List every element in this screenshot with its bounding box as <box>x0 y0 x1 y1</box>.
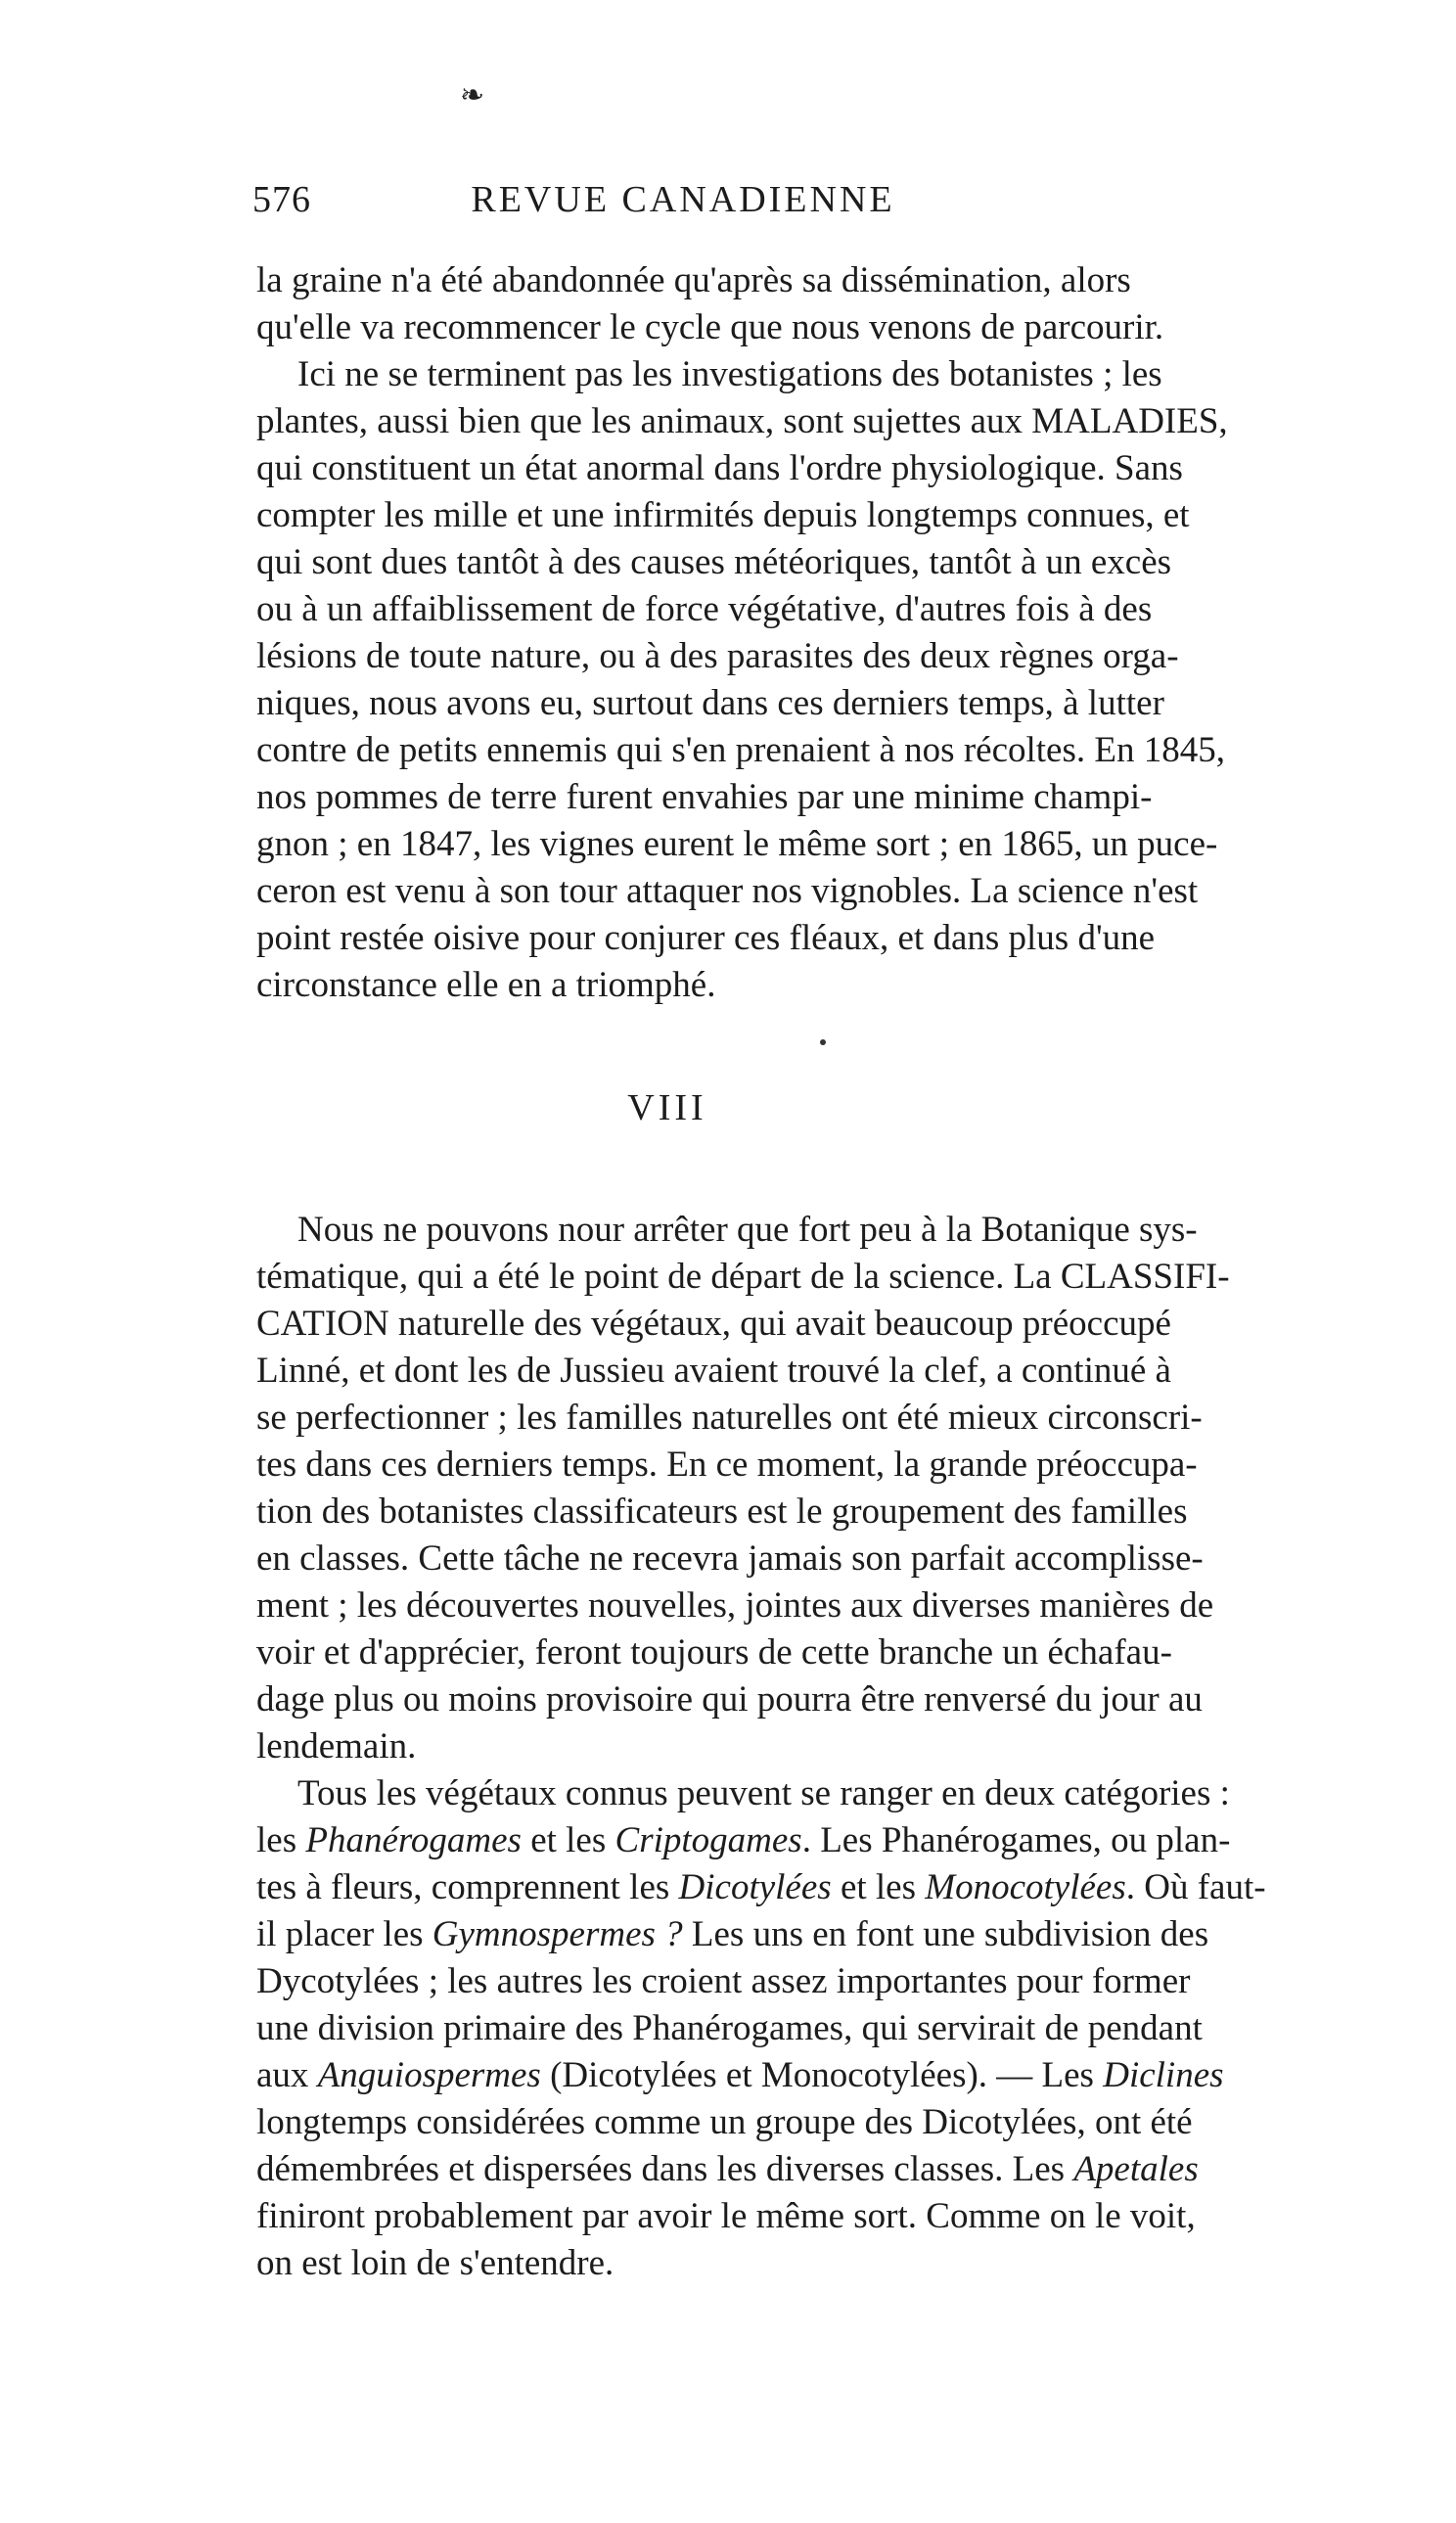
text-line: Linné, et dont les de Jussieu avaient trouvé la clef, a continué à <box>256 1351 1171 1391</box>
text-line <box>256 2145 1199 2194</box>
text-line <box>256 1863 1266 1912</box>
text-line <box>256 1910 1209 1959</box>
text-line: la graine n'a été abandonnée qu'après sa dissémination, alors <box>256 260 1131 300</box>
text-line: finiront probablement par avoir le même sort. Comme on le voit, <box>256 2196 1196 2236</box>
text-line: Nous ne pouvons nour arrêter que fort peu à la Botanique sys- <box>297 1210 1198 1250</box>
text-line: tion des botanistes classificateurs est le groupement des familles <box>256 1491 1188 1532</box>
taxon-name: Gymnospermes ? <box>432 1914 683 1954</box>
decorative-dot <box>820 1039 826 1045</box>
text-line: contre de petits ennemis qui s'en prenaient à nos récoltes. En 1845, <box>256 730 1225 770</box>
taxon-name: Monocotylées <box>925 1867 1126 1907</box>
section-heading: VIII <box>627 1087 707 1128</box>
text-line: ment ; les découvertes nouvelles, jointes aux diverses manières de <box>256 1585 1214 1626</box>
taxon-name: Apetales <box>1073 2149 1199 2189</box>
text-line: Dycotylées ; les autres les croient assez importantes pour former <box>256 1961 1191 2001</box>
text-line: compter les mille et une infirmités depuis longtemps connues, et <box>256 495 1190 535</box>
text-line: qu'elle va recommencer le cycle que nous venons de parcourir. <box>256 307 1164 347</box>
text-span: . Les Phanérogames, ou plan- <box>801 1820 1231 1860</box>
taxon-name: Diclines <box>1103 2055 1224 2095</box>
text-span: Les uns en font une subdivision des <box>682 1914 1209 1954</box>
text-line: lésions de toute nature, ou à des parasites des deux règnes orga- <box>256 636 1179 676</box>
text-line <box>256 1816 1231 1865</box>
text-line: CATION naturelle des végétaux, qui avait beaucoup préoccupé <box>256 1304 1171 1344</box>
text-line <box>256 2051 1224 2100</box>
text-span: tes à fleurs, comprennent les <box>256 1867 679 1907</box>
text-line: Tous les végétaux connus peuvent se ranger en deux catégories : <box>297 1773 1230 1813</box>
text-line: niques, nous avons eu, surtout dans ces derniers temps, à lutter <box>256 683 1164 723</box>
text-line: une division primaire des Phanérogames, qui servirait de pendant <box>256 2008 1203 2048</box>
text-line: point restée oisive pour conjurer ces fléaux, et dans plus d'une <box>256 918 1156 958</box>
taxon-name: Phanérogames <box>305 1820 522 1860</box>
text-span: et les <box>521 1820 615 1860</box>
text-span: démembrées et dispersées dans les diverses classes. Les <box>256 2149 1074 2189</box>
taxon-name: Criptogames <box>614 1820 802 1860</box>
text-span: et les <box>831 1867 926 1907</box>
text-span: . Où faut- <box>1125 1867 1266 1907</box>
text-span: (Dicotylées et Monocotylées). — Les <box>540 2055 1104 2095</box>
taxon-name: Dicotylées <box>678 1867 832 1907</box>
text-line: dage plus ou moins provisoire qui pourra être renversé du jour au <box>256 1679 1203 1720</box>
printer-mark: ❧ <box>460 79 485 112</box>
running-title: REVUE CANADIENNE <box>471 179 895 220</box>
text-line: tématique, qui a été le point de départ de la science. La CLASSIFI- <box>256 1257 1230 1297</box>
taxon-name: Anguiospermes <box>317 2055 541 2095</box>
text-line: circonstance elle en a triomphé. <box>256 965 716 1005</box>
text-line: ceron est venu à son tour attaquer nos vignobles. La science n'est <box>256 871 1199 911</box>
text-line: plantes, aussi bien que les animaux, sont sujettes aux MALADIES, <box>256 401 1228 441</box>
text-line: se perfectionner ; les familles naturelles ont été mieux circonscri- <box>256 1398 1203 1438</box>
text-line: Ici ne se terminent pas les investigations des botanistes ; les <box>297 354 1162 394</box>
text-line: nos pommes de terre furent envahies par une minime champi- <box>256 777 1153 817</box>
text-line: on est loin de s'entendre. <box>256 2243 614 2283</box>
text-span: il placer les <box>256 1914 432 1954</box>
text-span: aux <box>256 2055 318 2095</box>
text-line: qui constituent un état anormal dans l'ordre physiologique. Sans <box>256 448 1183 488</box>
text-line: qui sont dues tantôt à des causes météoriques, tantôt à un excès <box>256 542 1172 582</box>
text-line: longtemps considérées comme un groupe des Dicotylées, ont été <box>256 2102 1193 2142</box>
text-line: en classes. Cette tâche ne recevra jamais son parfait accomplisse- <box>256 1538 1204 1579</box>
text-line: voir et d'apprécier, feront toujours de cette branche un échafau- <box>256 1632 1172 1673</box>
text-line: gnon ; en 1847, les vignes eurent le même sort ; en 1865, un puce- <box>256 824 1218 864</box>
text-span: les <box>256 1820 306 1860</box>
page-number: 576 <box>252 179 311 220</box>
text-line: ou à un affaiblissement de force végétative, d'autres fois à des <box>256 589 1153 629</box>
page-header <box>252 178 1074 227</box>
text-line: lendemain. <box>256 1726 417 1766</box>
text-line: tes dans ces derniers temps. En ce moment, la grande préoccupa- <box>256 1445 1198 1485</box>
